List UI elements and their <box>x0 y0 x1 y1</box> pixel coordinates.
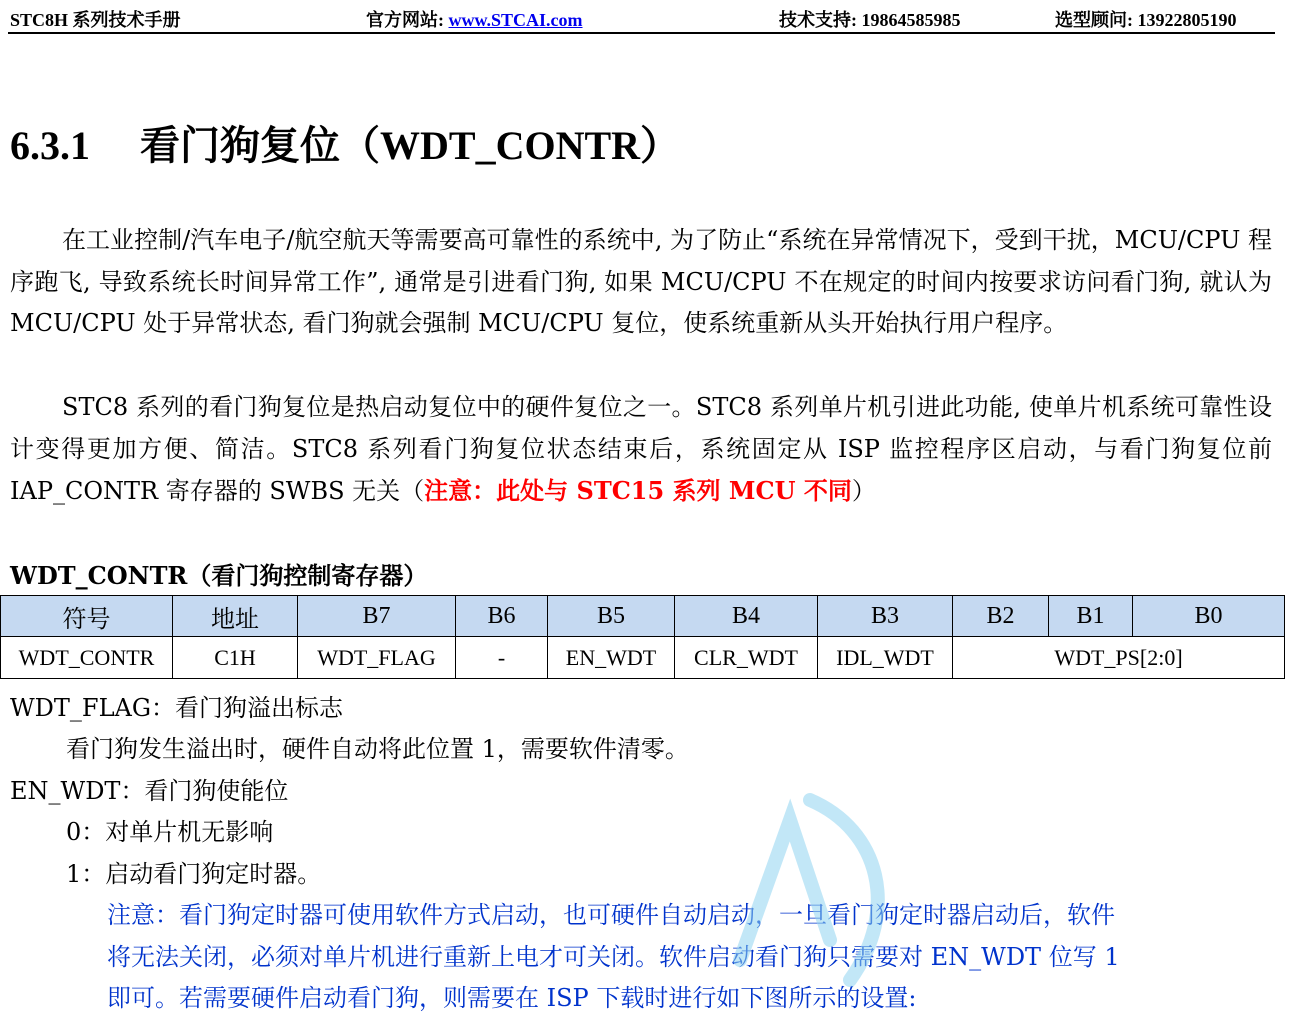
cell-b7: WDT_FLAG <box>298 637 456 679</box>
header-b7: B7 <box>298 596 456 637</box>
section-title: 看门狗复位（WDT_CONTR） <box>140 123 681 168</box>
section-heading <box>10 114 680 171</box>
en-wdt-note-line-3: 即可。若需要硬件启动看门狗，则需要在 ISP 下载时进行如下图所示的设置: <box>107 984 917 1012</box>
tech-support: 技术支持: 19864585985 <box>779 10 961 30</box>
header-b4: B4 <box>675 596 818 637</box>
section-number: 6.3.1 <box>10 123 90 168</box>
paragraph-stc8 <box>10 387 1272 513</box>
paragraph-intro: 在工业控制/汽车电子/航空航天等需要高可靠性的系统中, 为了防止“系统在异常情况下，受到干扰，MCU/CPU 程序跑飞, 导致系统长时间异常工作”, 通常是引进看门狗, 如果 MCU/CPU 不在规定的时间内按要求访问看门狗, 就认为 MCU/CPU 处于异常状态, 看门狗就会强制 MCU/CPU 复位，使系统重新从头开始执行用户程序。 <box>10 226 1272 337</box>
en-wdt-option-1: 1：启动看门狗定时器。 <box>66 860 322 888</box>
en-wdt-note-line-1: 注意：看门狗定时器可使用软件方式启动，也可硬件自动启动，一旦看门狗定时器启动后，软件 <box>107 901 1115 929</box>
cell-symbol: WDT_CONTR <box>1 637 173 679</box>
header-symbol: 符号 <box>1 596 173 637</box>
en-wdt-note-line-2: 将无法关闭，必须对单片机进行重新上电才可关闭。软件启动看门狗只需要对 EN_WDT 位写 1 <box>107 943 1120 971</box>
cell-b5: EN_WDT <box>548 637 675 679</box>
header-address: 地址 <box>173 596 298 637</box>
header-b6: B6 <box>456 596 548 637</box>
header-b2: B2 <box>953 596 1049 637</box>
header-b3: B3 <box>818 596 953 637</box>
register-value-row <box>1 637 1285 679</box>
manual-title: STC8H 系列技术手册 <box>10 10 181 30</box>
page-header <box>8 2 1275 34</box>
register-table <box>0 595 1285 679</box>
wdt-flag-desc: 看门狗发生溢出时，硬件自动将此位置 1，需要软件清零。 <box>66 735 689 763</box>
paragraph-stc8-note: 注意：此处与 STC15 系列 MCU 不同 <box>424 476 852 505</box>
official-site-label: 官方网站: <box>366 10 449 30</box>
official-site-link[interactable]: www.STCAI.com <box>448 10 583 30</box>
header-b5: B5 <box>548 596 675 637</box>
register-header-row <box>1 596 1285 637</box>
paragraph-stc8-end: ） <box>851 477 876 505</box>
header-b1: B1 <box>1049 596 1133 637</box>
official-site <box>366 6 583 32</box>
register-caption: WDT_CONTR（看门狗控制寄存器） <box>10 561 428 590</box>
cell-b4: CLR_WDT <box>675 637 818 679</box>
cell-address: C1H <box>173 637 298 679</box>
header-b0: B0 <box>1133 596 1285 637</box>
cell-b6: - <box>456 637 548 679</box>
en-wdt-title: EN_WDT：看门狗使能位 <box>10 777 289 805</box>
paragraph-stc8-main: STC8 系列的看门狗复位是热启动复位中的硬件复位之一。STC8 系列单片机引进此功能, 使单片机系统可靠性设计变得更加方便、简洁。STC8 系列看门狗复位状态结束后，系统固定从 ISP 监控程序区启动，与看门狗复位前 IAP_CONTR 寄存器的 SWBS 无关（ <box>10 393 1272 505</box>
wdt-flag-title: WDT_FLAG：看门狗溢出标志 <box>10 694 344 722</box>
cell-b3: IDL_WDT <box>818 637 953 679</box>
cell-b2-b0: WDT_PS[2:0] <box>953 637 1285 679</box>
sales-consultant: 选型顾问: 13922805190 <box>1055 10 1237 30</box>
en-wdt-option-0: 0：对单片机无影响 <box>66 818 274 846</box>
